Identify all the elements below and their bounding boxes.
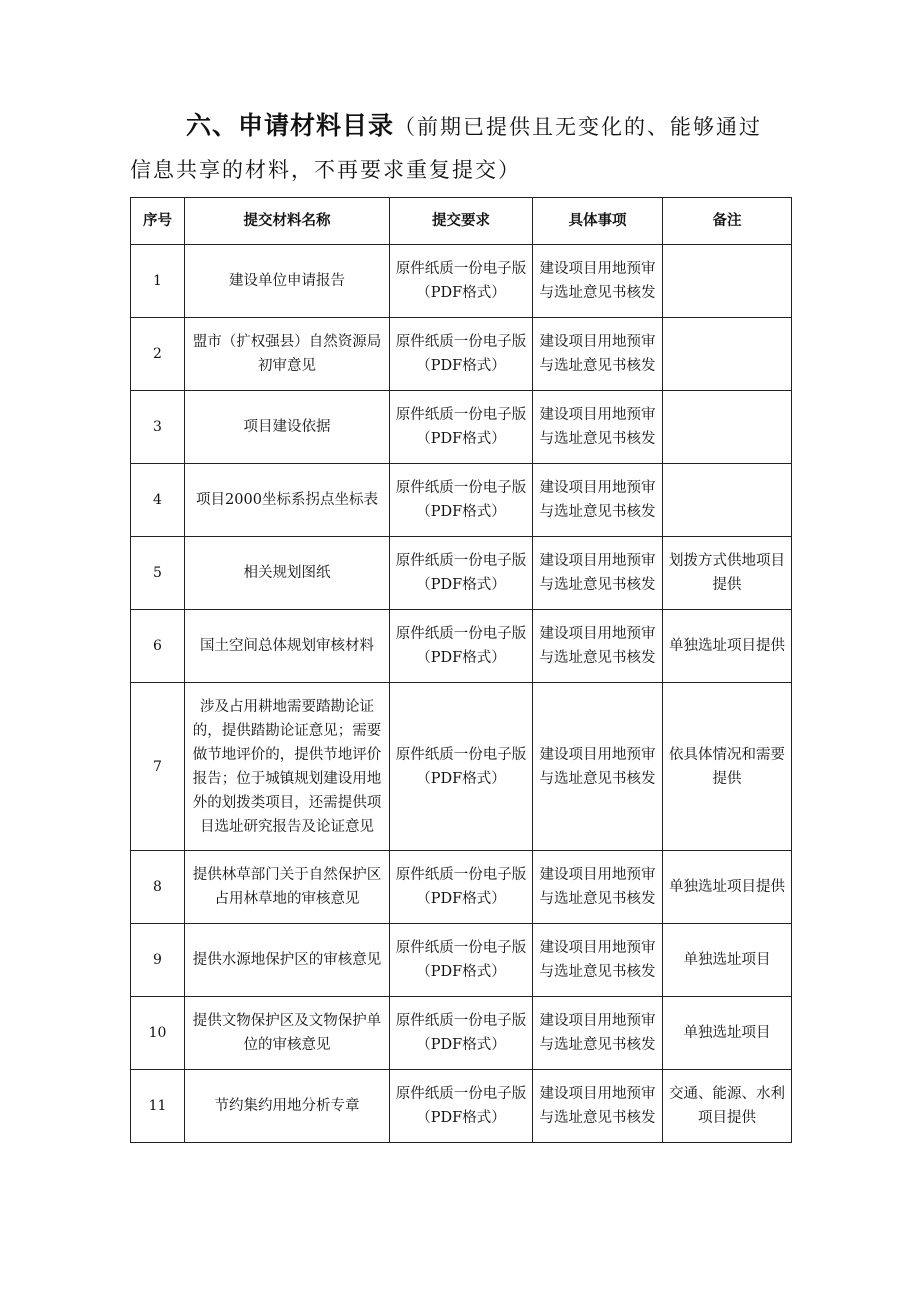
materials-table	[130, 197, 792, 1143]
cell-name: 涉及占用耕地需要踏勘论证的，提供踏勘论证意见；需要做节地评价的，提供节地评价报告；位于城镇规划建设用地外的划拨类项目，还需提供项目选址研究报告及论证意见	[185, 683, 390, 851]
heading-line-1	[130, 104, 790, 148]
cell-req: 原件纸质一份电子版（PDF格式）	[390, 924, 533, 997]
cell-req: 原件纸质一份电子版（PDF格式）	[390, 683, 533, 851]
cell-no: 11	[131, 1070, 185, 1143]
section-heading	[130, 104, 790, 192]
cell-remark: 依具体情况和需要提供	[663, 683, 792, 851]
cell-req: 原件纸质一份电子版（PDF格式）	[390, 318, 533, 391]
cell-name: 节约集约用地分析专章	[185, 1070, 390, 1143]
cell-remark: 交通、能源、水利项目提供	[663, 1070, 792, 1143]
cell-no: 7	[131, 683, 185, 851]
cell-remark: 单独选址项目提供	[663, 610, 792, 683]
cell-remark: 单独选址项目提供	[663, 851, 792, 924]
cell-no: 10	[131, 997, 185, 1070]
cell-req: 原件纸质一份电子版（PDF格式）	[390, 537, 533, 610]
header-no: 序号	[131, 198, 185, 245]
heading-note-1: （前期已提供且无变化的、能够通过	[394, 115, 763, 139]
cell-no: 6	[131, 610, 185, 683]
cell-req: 原件纸质一份电子版（PDF格式）	[390, 391, 533, 464]
header-name: 提交材料名称	[185, 198, 390, 245]
cell-req: 原件纸质一份电子版（PDF格式）	[390, 245, 533, 318]
table-row	[131, 924, 792, 997]
cell-item: 建设项目用地预审与选址意见书核发	[533, 464, 663, 537]
cell-name: 提供文物保护区及文物保护单位的审核意见	[185, 997, 390, 1070]
cell-remark	[663, 464, 792, 537]
cell-req: 原件纸质一份电子版（PDF格式）	[390, 851, 533, 924]
cell-remark	[663, 245, 792, 318]
cell-name: 盟市（扩权强县）自然资源局初审意见	[185, 318, 390, 391]
table-row	[131, 391, 792, 464]
cell-item: 建设项目用地预审与选址意见书核发	[533, 391, 663, 464]
cell-req: 原件纸质一份电子版（PDF格式）	[390, 610, 533, 683]
cell-remark: 单独选址项目	[663, 924, 792, 997]
cell-remark: 单独选址项目	[663, 997, 792, 1070]
cell-no: 5	[131, 537, 185, 610]
table-row	[131, 851, 792, 924]
cell-name: 国土空间总体规划审核材料	[185, 610, 390, 683]
cell-item: 建设项目用地预审与选址意见书核发	[533, 683, 663, 851]
header-item: 具体事项	[533, 198, 663, 245]
cell-name: 项目建设依据	[185, 391, 390, 464]
table-row	[131, 1070, 792, 1143]
cell-item: 建设项目用地预审与选址意见书核发	[533, 610, 663, 683]
header-req: 提交要求	[390, 198, 533, 245]
cell-req: 原件纸质一份电子版（PDF格式）	[390, 997, 533, 1070]
table-row	[131, 997, 792, 1070]
table-row	[131, 537, 792, 610]
cell-remark	[663, 318, 792, 391]
cell-req: 原件纸质一份电子版（PDF格式）	[390, 464, 533, 537]
table-row	[131, 683, 792, 851]
cell-item: 建设项目用地预审与选址意见书核发	[533, 997, 663, 1070]
cell-name: 相关规划图纸	[185, 537, 390, 610]
cell-no: 4	[131, 464, 185, 537]
cell-no: 2	[131, 318, 185, 391]
heading-note-2: 信息共享的材料，不再要求重复提交）	[130, 158, 521, 182]
cell-req: 原件纸质一份电子版（PDF格式）	[390, 1070, 533, 1143]
table-row	[131, 318, 792, 391]
cell-no: 3	[131, 391, 185, 464]
cell-remark	[663, 391, 792, 464]
cell-item: 建设项目用地预审与选址意见书核发	[533, 924, 663, 997]
cell-no: 8	[131, 851, 185, 924]
cell-name: 提供水源地保护区的审核意见	[185, 924, 390, 997]
cell-item: 建设项目用地预审与选址意见书核发	[533, 851, 663, 924]
table-row	[131, 464, 792, 537]
header-remark: 备注	[663, 198, 792, 245]
cell-name: 项目2000坐标系拐点坐标表	[185, 464, 390, 537]
cell-item: 建设项目用地预审与选址意见书核发	[533, 245, 663, 318]
table-row	[131, 610, 792, 683]
cell-no: 1	[131, 245, 185, 318]
cell-item: 建设项目用地预审与选址意见书核发	[533, 318, 663, 391]
table-header-row	[131, 198, 792, 245]
cell-remark: 划拨方式供地项目提供	[663, 537, 792, 610]
table-row	[131, 245, 792, 318]
cell-no: 9	[131, 924, 185, 997]
cell-item: 建设项目用地预审与选址意见书核发	[533, 1070, 663, 1143]
heading-main: 六、申请材料目录	[186, 111, 395, 140]
cell-item: 建设项目用地预审与选址意见书核发	[533, 537, 663, 610]
cell-name: 建设单位申请报告	[185, 245, 390, 318]
cell-name: 提供林草部门关于自然保护区占用林草地的审核意见	[185, 851, 390, 924]
